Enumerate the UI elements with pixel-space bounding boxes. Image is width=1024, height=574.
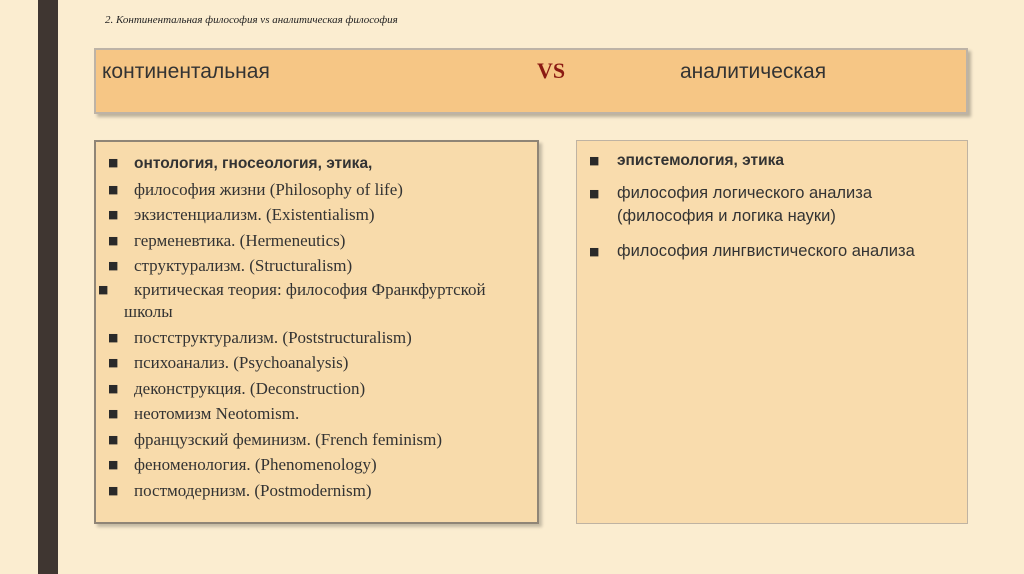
- list-item: ■ философия логического анализа (философия и логика науки): [589, 184, 873, 225]
- header-vs-label: VS: [537, 58, 566, 83]
- square-bullet-icon: ■: [589, 154, 600, 167]
- list-item: ■ философия жизни (Philosophy of life): [104, 177, 531, 203]
- continental-list: [98, 150, 531, 503]
- continental-list-box: [94, 140, 539, 524]
- square-bullet-icon: ■: [108, 381, 119, 395]
- square-bullet-icon: ■: [108, 259, 119, 272]
- square-bullet-icon: ■: [589, 245, 600, 258]
- square-bullet-icon: ■: [108, 156, 119, 169]
- list-item: ■ структурализм. (Structuralism): [104, 253, 531, 279]
- square-bullet-icon: ■: [108, 233, 119, 247]
- list-item: ■ постструктурализм. (Poststructuralism): [104, 325, 531, 351]
- list-item: ■ герменевтика. (Hermeneutics): [104, 228, 531, 254]
- list-item: ■ философия лингвистического анализа: [585, 240, 957, 263]
- left-accent-bar: [38, 0, 58, 574]
- list-item: ■ деконструкция. (Deconstruction): [104, 376, 531, 402]
- list-item: ■ феноменология. (Phenomenology): [104, 452, 531, 478]
- list-item: ■ экзистенциализм. (Existentialism): [104, 202, 531, 228]
- square-bullet-icon: ■: [108, 208, 119, 221]
- analytic-list: [585, 149, 957, 275]
- square-bullet-icon: ■: [98, 282, 109, 296]
- square-bullet-icon: ■: [108, 483, 119, 497]
- list-item: ■ французский феминизм. (French feminism): [104, 427, 531, 453]
- list-item: ■ психоанализ. (Psychoanalysis): [104, 350, 531, 376]
- square-bullet-icon: ■: [108, 432, 119, 446]
- square-bullet-icon: ■: [108, 356, 119, 369]
- square-bullet-icon: ■: [589, 187, 600, 200]
- list-item: ■ неотомизм Neotomism.: [104, 401, 531, 427]
- list-item: ■ критическая теория: философия Франкфуртской школы: [98, 279, 486, 321]
- list-item: ■ постмодернизм. (Postmodernism): [104, 478, 531, 504]
- comparison-header: [94, 48, 968, 114]
- square-bullet-icon: ■: [108, 407, 119, 420]
- analytic-list-box: [576, 140, 968, 524]
- list-item: ■ онтология, гносеология, этика,: [104, 150, 531, 177]
- square-bullet-icon: ■: [108, 458, 119, 471]
- list-item: ■ эпистемология, этика: [585, 149, 957, 172]
- slide-caption: 2. Континентальная философия vs аналитическая философия: [105, 14, 398, 26]
- square-bullet-icon: ■: [108, 330, 119, 344]
- header-continental-label: континентальная: [102, 60, 270, 83]
- header-analytic-label: аналитическая: [680, 60, 827, 83]
- square-bullet-icon: ■: [108, 182, 119, 196]
